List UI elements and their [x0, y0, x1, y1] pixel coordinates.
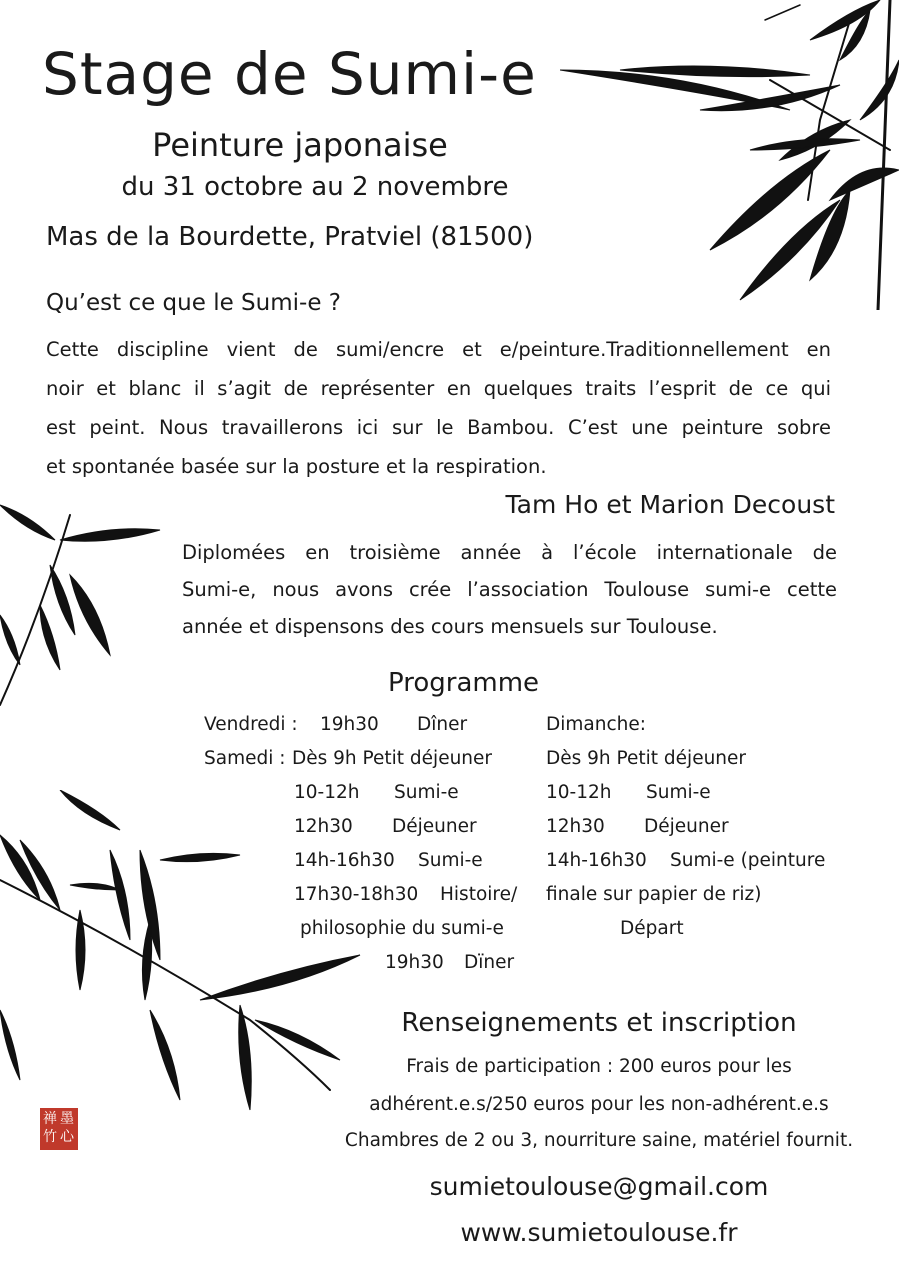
- schedule-event: Dïner: [464, 952, 515, 973]
- schedule-row: [204, 912, 534, 946]
- schedule-event: Dès 9h Petit déjeuner: [292, 748, 493, 769]
- schedule-event: finale sur papier de riz): [546, 884, 762, 905]
- seal-glyph: 竹: [43, 1129, 57, 1145]
- about-line: Cette discipline vient de sumi/encre et e/peinture.Traditionnellement en: [46, 338, 831, 361]
- program-title: Programme: [388, 668, 540, 698]
- schedule-row-friday: [204, 708, 534, 742]
- schedule-row: [546, 776, 846, 810]
- about-line: noir et blanc il s’agit de représenter en quelques traits l’esprit de ce qui: [46, 377, 831, 400]
- schedule-row: [204, 776, 534, 810]
- info-line: Chambres de 2 ou 3, nourriture saine, matériel fournit.: [344, 1130, 854, 1151]
- schedule-time: 12h30: [294, 816, 353, 837]
- schedule-event: Sumi-e: [646, 782, 711, 803]
- schedule-time: 10-12h: [294, 782, 360, 803]
- event-location: Mas de la Bourdette, Pratviel (81500): [46, 222, 534, 252]
- bio-line: Diplomées en troisième année à l’école internationale de: [182, 541, 837, 564]
- contact-email[interactable]: sumietoulouse@gmail.com: [429, 1172, 769, 1201]
- seal-glyph: 心: [60, 1129, 74, 1145]
- event-dates: du 31 octobre au 2 novembre: [121, 172, 509, 202]
- about-line: et spontanée basée sur la posture et la respiration.: [46, 455, 547, 478]
- contact-website[interactable]: www.sumietoulouse.fr: [460, 1218, 738, 1247]
- schedule-row: [546, 878, 846, 912]
- seal-glyph: 禅: [43, 1111, 57, 1127]
- bio-line: Sumi-e, nous avons crée l’association Toulouse sumi-e cette: [182, 578, 837, 601]
- about-line: est peint. Nous travaillerons ici sur le Bambou. C’est une peinture sobre: [46, 416, 831, 439]
- schedule-event: Déjeuner: [392, 816, 477, 837]
- schedule-event: Sumi-e: [394, 782, 459, 803]
- schedule-row-sunday: [546, 708, 846, 742]
- schedule-time: 17h30-18h30: [294, 884, 419, 905]
- schedule-event: Dîner: [417, 714, 468, 735]
- schedule-event: Départ: [620, 918, 684, 939]
- seal-glyph: 墨: [60, 1111, 74, 1127]
- program-right-column: [546, 708, 846, 946]
- about-heading: Qu’est ce que le Sumi-e ?: [46, 290, 341, 316]
- schedule-row: [204, 946, 534, 980]
- schedule-event: Sumi-e: [418, 850, 483, 871]
- schedule-row: [204, 878, 534, 912]
- schedule-event: Déjeuner: [644, 816, 729, 837]
- schedule-time: 19h30: [320, 714, 379, 735]
- info-line: adhérent.e.s/250 euros pour les non-adhérent.e.s: [369, 1094, 829, 1115]
- schedule-event: philosophie du sumi-e: [300, 918, 504, 939]
- schedule-row: [204, 844, 534, 878]
- bio-line: année et dispensons des cours mensuels sur Toulouse.: [182, 615, 718, 638]
- schedule-time: 12h30: [546, 816, 605, 837]
- schedule-row: [204, 810, 534, 844]
- schedule-event: Sumi-e (peinture: [670, 850, 826, 871]
- subtitle: Peinture japonaise: [152, 126, 448, 164]
- schedule-event: Histoire/: [440, 884, 518, 905]
- schedule-time: 19h30: [385, 952, 444, 973]
- info-line: Frais de participation : 200 euros pour les: [406, 1056, 792, 1077]
- schedule-row: [546, 810, 846, 844]
- day-label: Dimanche:: [546, 714, 646, 735]
- schedule-row: [546, 844, 846, 878]
- page-title: Stage de Sumi-e: [42, 40, 537, 108]
- day-label: Vendredi :: [204, 714, 298, 735]
- schedule-time: 14h-16h30: [294, 850, 395, 871]
- schedule-row: [546, 912, 846, 946]
- about-paragraph: [46, 330, 831, 486]
- schedule-time: 14h-16h30: [546, 850, 647, 871]
- day-label: Samedi :: [204, 748, 286, 769]
- bamboo-top-right-illustration: [560, 0, 899, 310]
- schedule-event: Dès 9h Petit déjeuner: [546, 748, 747, 769]
- teachers-bio: [182, 534, 837, 645]
- bamboo-left-middle-illustration: [0, 495, 170, 725]
- schedule-row-saturday: [204, 742, 534, 776]
- teachers-names: Tam Ho et Marion Decoust: [505, 490, 835, 519]
- info-title: Renseignements et inscription: [401, 1008, 797, 1038]
- schedule-row: [546, 742, 846, 776]
- schedule-time: 10-12h: [546, 782, 612, 803]
- program-left-column: [204, 708, 534, 980]
